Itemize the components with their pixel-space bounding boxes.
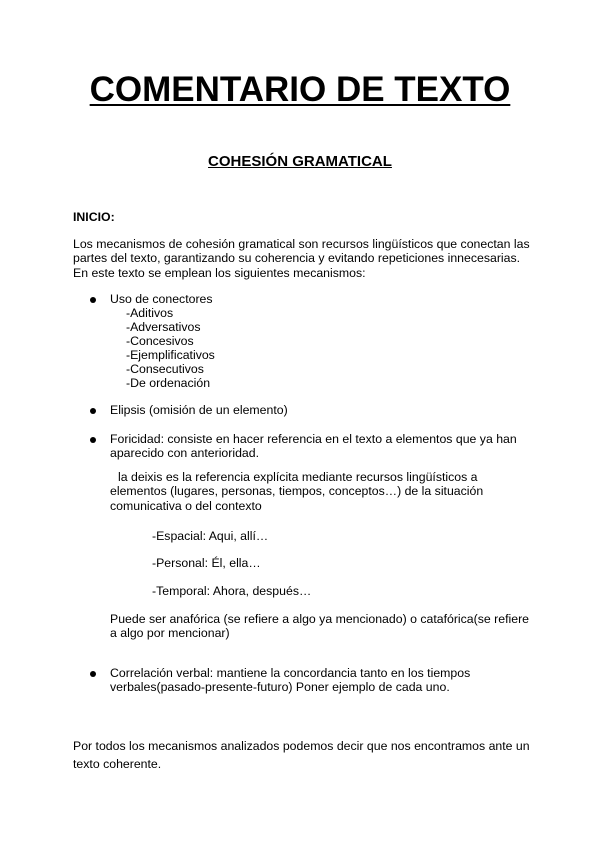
connector-type: -Concesivos xyxy=(126,334,194,348)
anaphora-paragraph xyxy=(110,612,540,641)
foricidad-line: aparecido con anterioridad. xyxy=(110,446,260,461)
connector-type: -Adversativos xyxy=(126,320,201,334)
ellipsis-item: Elipsis (omisión de un elemento) xyxy=(110,403,288,417)
deixis-line: elementos (lugares, personas, tiempos, conceptos…) de la situación xyxy=(110,484,484,499)
deixis-paragraph xyxy=(110,470,530,513)
section-heading: INICIO: xyxy=(73,210,115,224)
correlation-line: Correlación verbal: mantiene la concordancia tanto en los tiempos xyxy=(110,666,471,680)
deixis-line: comunicativa o del contexto xyxy=(110,498,262,513)
conclusion-line: Por todos los mecanismos analizados podemos decir que nos encontramos ante un xyxy=(73,739,530,753)
foricidad-item xyxy=(110,432,530,461)
connectors-label: Uso de conectores xyxy=(110,292,213,306)
intro-line: En este texto se emplean los siguientes mecanismos: xyxy=(73,265,366,280)
page-title: COMENTARIO DE TEXTO xyxy=(89,70,511,109)
bullet-icon xyxy=(90,408,96,414)
bullet-icon xyxy=(90,437,96,443)
deixis-example: -Temporal: Ahora, después… xyxy=(152,584,312,598)
intro-line: Los mecanismos de cohesión gramatical son recursos lingüísticos que conectan las xyxy=(73,237,530,251)
anaphora-line: Puede ser anafórica (se refiere a algo ya mencionado) o catafórica(se refiere xyxy=(110,612,530,626)
conclusion-paragraph xyxy=(73,737,543,773)
connector-type: -Ejemplificativos xyxy=(126,348,215,362)
bullet-icon xyxy=(90,671,96,677)
deixis-example: -Espacial: Aqui, allí… xyxy=(152,529,269,543)
intro-paragraph xyxy=(73,237,533,280)
deixis-line: la deixis es la referencia explícita mediante recursos lingüísticos a xyxy=(118,470,478,484)
connector-type: -Aditivos xyxy=(126,306,174,320)
connector-type: -Consecutivos xyxy=(126,362,204,376)
bullet-icon xyxy=(90,297,96,303)
intro-line: partes del texto, garantizando su coherencia y evitando repeticiones innecesarias. xyxy=(73,251,521,266)
subtitle: COHESIÓN GRAMATICAL xyxy=(208,153,392,170)
connector-type: -De ordenación xyxy=(126,376,211,390)
deixis-example: -Personal: Él, ella… xyxy=(152,556,261,570)
anaphora-line: a algo por mencionar) xyxy=(110,626,230,641)
correlation-item xyxy=(110,666,530,695)
conclusion-line: texto coherente. xyxy=(73,757,162,771)
foricidad-line: Foricidad: consiste en hacer referencia en el texto a elementos que ya han xyxy=(110,432,517,446)
correlation-line: verbales(pasado-presente-futuro) Poner ejemplo de cada uno. xyxy=(110,680,450,695)
